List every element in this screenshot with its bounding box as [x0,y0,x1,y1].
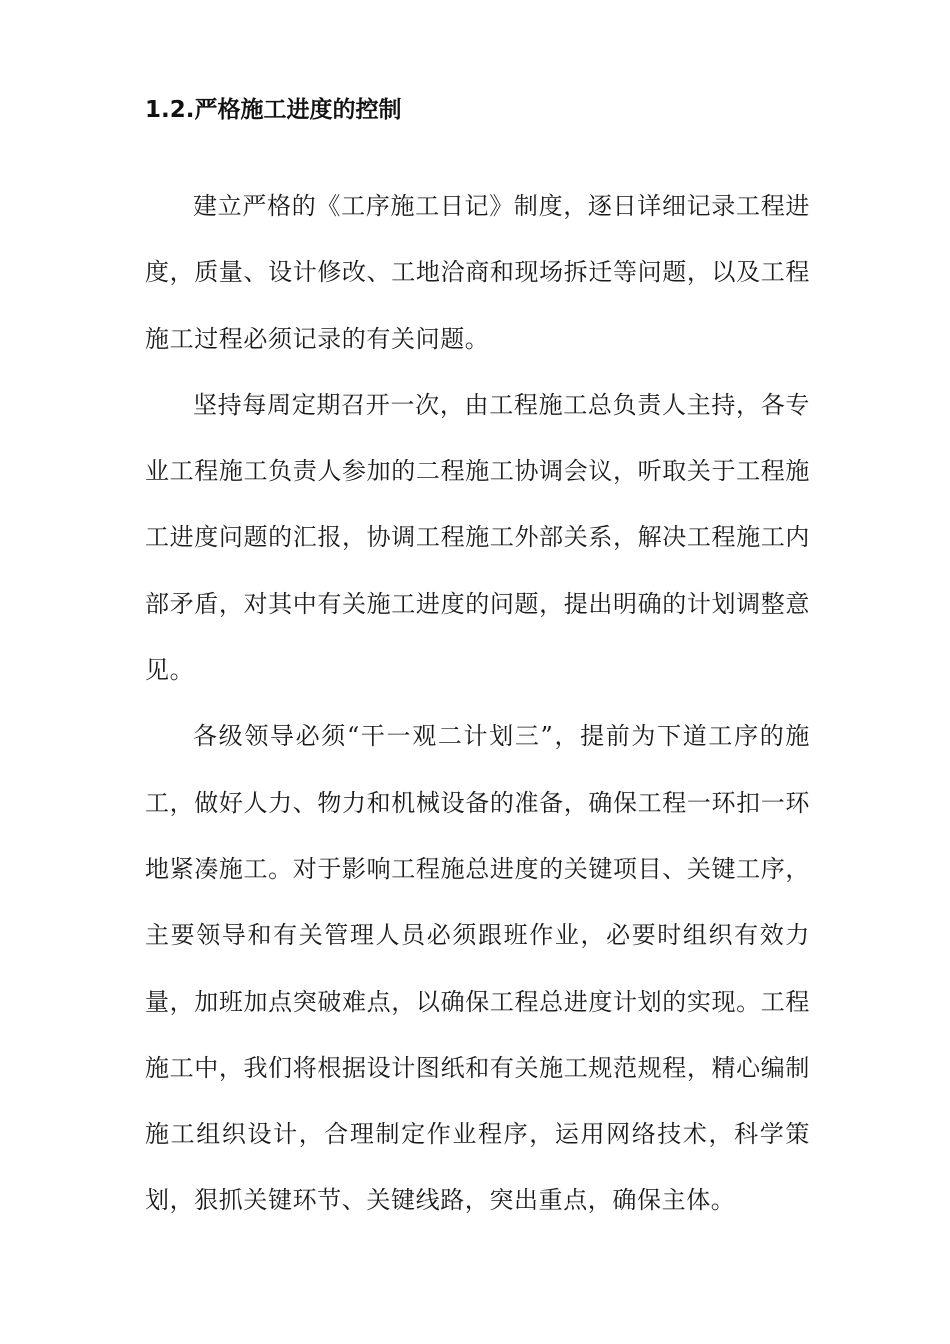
body-text [145,173,810,1234]
paragraph-leadership-planning: 各级领导必须“干一观二计划三”，提前为下道工序的施工，做好人力、物力和机械设备的准备，确保工程一环扣一环地紧凑施工。对于影响工程施总进度的关键项目、关键工序，主要领导和有关管理人员必须跟班作业，必要时组织有效力量，加班加点突破难点，以确保工程总进度计划的实现。工程施工中，我们将根据设计图纸和有关施工规范规程，精心编制施工组织设计，合理制定作业程序，运用网络技术，科学策划，狠抓关键环节、关键线路，突出重点，确保主体。 [145,722,810,1215]
paragraph-weekly-meeting: 坚持每周定期召开一次，由工程施工总负责人主持，各专业工程施工负责人参加的二程施工协调会议，听取关于工程施工进度问题的汇报，协调工程施工外部关系，解决工程施工内部矛盾，对其中有关施工进度的问题，提出明确的计划调整意见。 [145,390,810,685]
paragraph-construction-diary: 建立严格的《工序施工日记》制度，逐日详细记录工程进度，质量、设计修改、工地洽商和现场拆迁等问题，以及工程施工过程必须记录的有关问题。 [145,192,810,353]
section-heading: 1.2.严格施工进度的控制 [145,97,402,123]
